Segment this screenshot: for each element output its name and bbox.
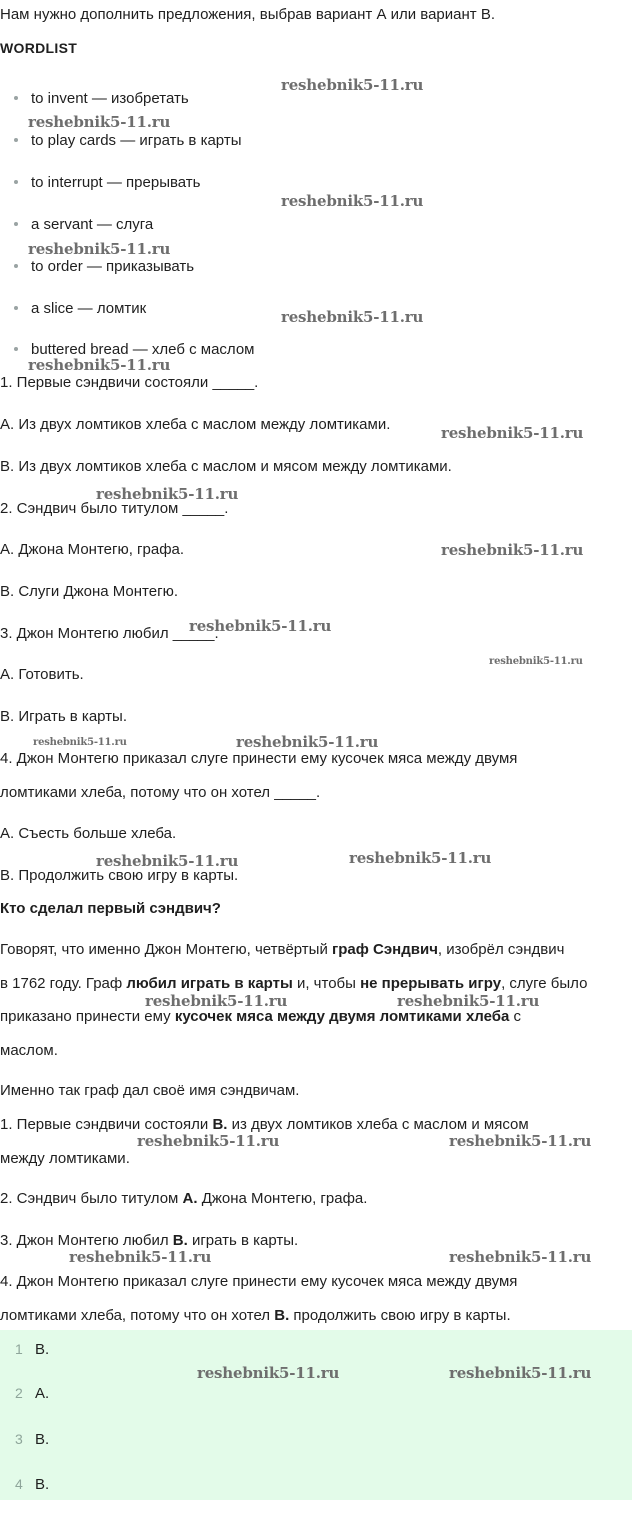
question-4-line-2: ломтиками хлеба, потому что он хотел _____. (0, 784, 321, 801)
question-4-option-b: В. Продолжить свою игру в карты. (0, 867, 239, 884)
question-1-option-a: А. Из двух ломтиков хлеба с маслом между ломтиками. (0, 416, 391, 433)
question-3-option-b: В. Играть в карты. (0, 708, 128, 725)
bullet-icon (14, 222, 18, 226)
watermark: reshebnik5-11.ru (137, 1132, 280, 1150)
story-title: Кто сделал первый сэндвич? (0, 900, 221, 917)
story-line: приказано принести ему кусочек мяса между двумя ломтиками хлеба с (0, 1008, 522, 1025)
bullet-icon (14, 347, 18, 351)
watermark: reshebnik5-11.ru (281, 308, 424, 326)
watermark: reshebnik5-11.ru (69, 1248, 212, 1266)
watermark: reshebnik5-11.ru (28, 113, 171, 131)
question-1-option-b: В. Из двух ломтиков хлеба с маслом и мясом между ломтиками. (0, 458, 452, 475)
intro-text: Нам нужно дополнить предложения, выбрав вариант А или вариант В. (0, 6, 495, 23)
watermark: reshebnik5-11.ru (197, 1364, 340, 1382)
question-4-line-1: 4. Джон Монтегю приказал слуге принести ему кусочек мяса между двумя (0, 750, 518, 767)
filled-sentence-1-line-2: между ломтиками. (0, 1150, 130, 1167)
watermark: reshebnik5-11.ru (489, 656, 583, 667)
wordlist-item: a servant — слуга (14, 216, 153, 233)
answer-row: 3 В. (15, 1431, 50, 1448)
filled-sentence-3: 3. Джон Монтегю любил В. играть в карты. (0, 1232, 299, 1249)
wordlist-item: to order — приказывать (14, 258, 194, 275)
watermark: reshebnik5-11.ru (281, 192, 424, 210)
answer-row: 1 В. (15, 1341, 50, 1358)
question-3: 3. Джон Монтегю любил _____. (0, 625, 219, 642)
watermark: reshebnik5-11.ru (145, 992, 288, 1010)
filled-sentence-2: 2. Сэндвич было титулом А. Джона Монтегю, графа. (0, 1190, 368, 1207)
bullet-icon (14, 264, 18, 268)
question-2: 2. Сэндвич было титулом _____. (0, 500, 229, 517)
watermark: reshebnik5-11.ru (96, 852, 239, 870)
watermark: reshebnik5-11.ru (236, 733, 379, 751)
watermark: reshebnik5-11.ru (441, 541, 584, 559)
watermark: reshebnik5-11.ru (281, 76, 424, 94)
filled-sentence-4-line-2: ломтиками хлеба, потому что он хотел В. продолжить свою игру в карты. (0, 1307, 511, 1324)
answers-block (0, 1330, 632, 1500)
bullet-icon (14, 96, 18, 100)
story-line: маслом. (0, 1042, 58, 1059)
question-4-option-a: А. Съесть больше хлеба. (0, 825, 177, 842)
question-3-option-a: А. Готовить. (0, 666, 84, 683)
question-1: 1. Первые сэндвичи состояли _____. (0, 374, 259, 391)
bullet-icon (14, 180, 18, 184)
bullet-icon (14, 138, 18, 142)
watermark: reshebnik5-11.ru (189, 617, 332, 635)
bullet-icon (14, 306, 18, 310)
wordlist-item: to invent — изобретать (14, 90, 189, 107)
story-paragraph-2: Именно так граф дал своё имя сэндвичам. (0, 1082, 300, 1099)
answer-row: 2 А. (15, 1385, 50, 1402)
watermark: reshebnik5-11.ru (449, 1248, 592, 1266)
story-line: в 1762 году. Граф любил играть в карты и, чтобы не прерывать игру, слуге было (0, 975, 588, 992)
watermark: reshebnik5-11.ru (449, 1132, 592, 1150)
filled-sentence-1: 1. Первые сэндвичи состояли В. из двух ломтиков хлеба с маслом и мясом (0, 1116, 529, 1133)
watermark: reshebnik5-11.ru (33, 737, 127, 748)
wordlist-item: to play cards — играть в карты (14, 132, 241, 149)
watermark: reshebnik5-11.ru (441, 424, 584, 442)
story-line: Говорят, что именно Джон Монтегю, четвёртый граф Сэндвич, изобрёл сэндвич (0, 941, 565, 958)
wordlist-item: a slice — ломтик (14, 300, 146, 317)
watermark: reshebnik5-11.ru (397, 992, 540, 1010)
question-2-option-a: А. Джона Монтегю, графа. (0, 541, 185, 558)
watermark: reshebnik5-11.ru (349, 849, 492, 867)
watermark: reshebnik5-11.ru (28, 240, 171, 258)
watermark: reshebnik5-11.ru (449, 1364, 592, 1382)
question-2-option-b: В. Слуги Джона Монтегю. (0, 583, 178, 600)
filled-sentence-4: 4. Джон Монтегю приказал слуге принести ему кусочек мяса между двумя (0, 1273, 518, 1290)
wordlist-item: buttered bread — хлеб с маслом (14, 341, 255, 358)
watermark: reshebnik5-11.ru (28, 356, 171, 374)
wordlist-item: to interrupt — прерывать (14, 174, 200, 191)
answer-row: 4 В. (15, 1476, 50, 1493)
wordlist-title: WORDLIST (0, 40, 78, 56)
watermark: reshebnik5-11.ru (96, 485, 239, 503)
